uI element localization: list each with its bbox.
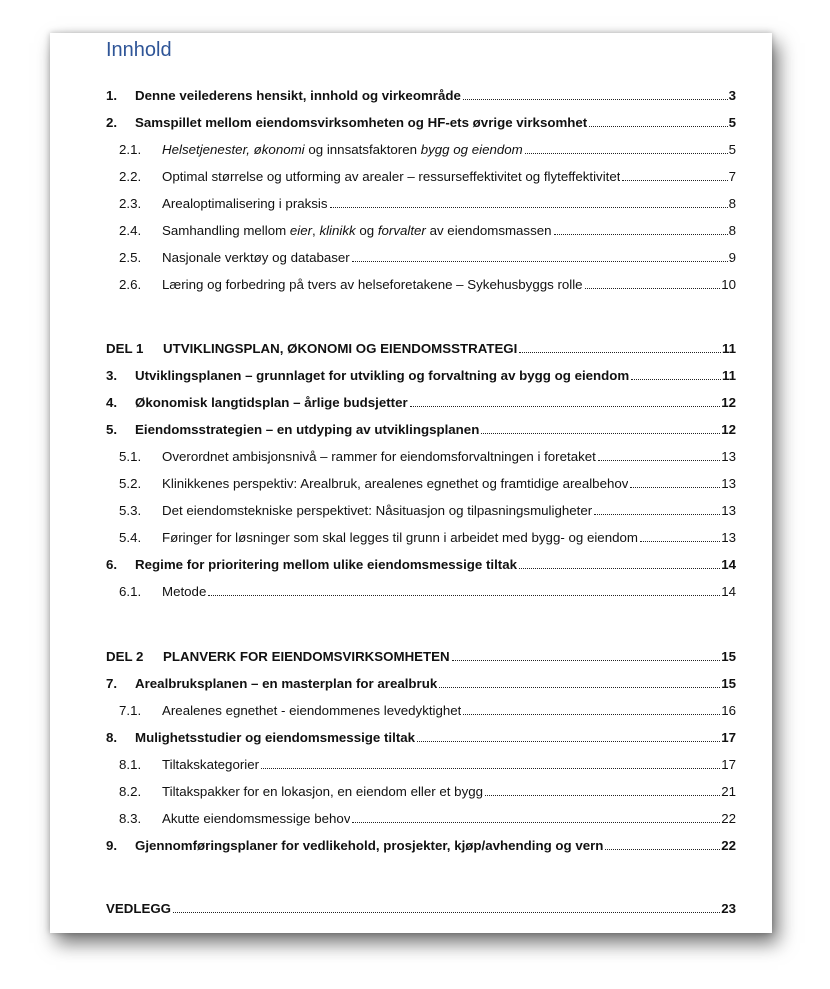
- toc-entry-title: Utviklingsplanen – grunnlaget for utvikling og forvaltning av bygg og eiendom: [135, 368, 630, 383]
- toc-entry-title: Arealenes egnethet - eiendommenes levedyktighet: [162, 703, 462, 718]
- dot-leader: [330, 207, 728, 208]
- toc-entry-title: Samspillet mellom eiendomsvirksomheten og HF-ets øvrige virksomhet: [135, 115, 588, 130]
- toc-entry-page: 21: [721, 784, 736, 799]
- dot-leader: [173, 912, 720, 913]
- toc-entry-page: 11: [721, 341, 736, 356]
- toc-entry-title: Klinikkenes perspektiv: Arealbruk, arealenes egnethet og framtidige arealbehov: [162, 476, 629, 491]
- toc-heading: Innhold: [106, 39, 172, 61]
- dot-leader: [630, 487, 720, 488]
- toc-entry-page: 13: [721, 476, 736, 491]
- toc-entry-title: PLANVERK FOR EIENDOMSVIRKSOMHETEN: [163, 649, 450, 664]
- toc-entry-page: 13: [721, 503, 736, 518]
- dot-leader: [605, 849, 720, 850]
- toc-entry-number: 5.1.: [119, 449, 142, 464]
- dot-leader: [352, 822, 720, 823]
- toc-entry-page: 23: [721, 901, 736, 916]
- dot-leader: [631, 379, 721, 380]
- toc-entry[interactable]: [106, 220, 736, 238]
- toc-entry-number: 5.2.: [119, 476, 142, 491]
- toc-entry-page: 22: [721, 838, 736, 853]
- toc-entry[interactable]: [106, 554, 736, 572]
- toc-entry-title: Mulighetsstudier og eiendomsmessige tiltak: [135, 730, 416, 745]
- toc-entry-page: 7: [728, 169, 736, 184]
- toc-entry[interactable]: [106, 754, 736, 772]
- toc-entry-page: 11: [721, 368, 736, 383]
- toc-entry-page: 17: [721, 730, 736, 745]
- toc-entry-title: UTVIKLINGSPLAN, ØKONOMI OG EIENDOMSSTRATEGI: [163, 341, 518, 356]
- dot-leader: [585, 288, 721, 289]
- toc-entry-title: Denne veilederens hensikt, innhold og virkeområde: [135, 88, 461, 103]
- toc-entry[interactable]: [106, 500, 736, 518]
- toc-entry-number: 1.: [106, 88, 118, 103]
- dot-leader: [352, 261, 728, 262]
- toc-entry[interactable]: [106, 392, 736, 410]
- document-page: [50, 33, 772, 933]
- toc-part-entry[interactable]: [106, 646, 736, 664]
- toc-entry-page: 5: [728, 142, 736, 157]
- toc-entry-page: 8: [728, 223, 736, 238]
- toc-entry-number: 2.5.: [119, 250, 142, 265]
- toc-entry-page: 9: [728, 250, 736, 265]
- toc-entry[interactable]: [106, 274, 736, 292]
- toc-entry-title: Tiltakskategorier: [162, 757, 260, 772]
- toc-entry-title: Gjennomføringsplaner for vedlikehold, prosjekter, kjøp/avhending og vern: [135, 838, 604, 853]
- toc-entry-page: 12: [721, 395, 736, 410]
- toc-entry-page: 15: [721, 649, 736, 664]
- toc-entry-number: 9.: [106, 838, 118, 853]
- dot-leader: [519, 352, 721, 353]
- toc-entry-page: 17: [721, 757, 736, 772]
- dot-leader: [417, 741, 720, 742]
- toc-entry-page: 8: [728, 196, 736, 211]
- toc-entry-page: 16: [721, 703, 736, 718]
- dot-leader: [554, 234, 728, 235]
- toc-part-entry[interactable]: [106, 338, 736, 356]
- toc-entry-title: Det eiendomstekniske perspektivet: Nåsituasjon og tilpasningsmuligheter: [162, 503, 593, 518]
- toc-entry[interactable]: [106, 365, 736, 383]
- toc-appendix-entry[interactable]: [106, 898, 736, 916]
- toc-entry-number: 2.: [106, 115, 118, 130]
- toc-entry-page: 5: [728, 115, 736, 130]
- toc-entry-page: 15: [721, 676, 736, 691]
- toc-entry[interactable]: [106, 247, 736, 265]
- toc-entry-number: 5.4.: [119, 530, 142, 545]
- toc-entry[interactable]: [106, 193, 736, 211]
- toc-entry[interactable]: [106, 673, 736, 691]
- toc-entry[interactable]: [106, 781, 736, 799]
- toc-entry[interactable]: [106, 139, 736, 157]
- toc-entry-title: Optimal størrelse og utforming av arealer – ressurseffektivitet og flyteffektivitet: [162, 169, 621, 184]
- toc-entry-page: 14: [721, 557, 736, 572]
- toc-entry-title: Helsetjenester, økonomi og innsatsfaktoren bygg og eiendom: [162, 142, 523, 157]
- dot-leader: [519, 568, 720, 569]
- toc-entry-page: 3: [728, 88, 736, 103]
- dot-leader: [463, 714, 720, 715]
- dot-leader: [261, 768, 720, 769]
- toc-entry-title: Tiltakspakker for en lokasjon, en eiendom eller et bygg: [162, 784, 484, 799]
- toc-entry-page: 13: [721, 530, 736, 545]
- toc-entry-number: DEL 1: [106, 341, 144, 356]
- toc-entry-number: 8.3.: [119, 811, 142, 826]
- toc-entry-number: 6.: [106, 557, 118, 572]
- toc-entry-number: DEL 2: [106, 649, 144, 664]
- toc-entry-number: 7.: [106, 676, 118, 691]
- toc-entry-title: Økonomisk langtidsplan – årlige budsjetter: [135, 395, 408, 410]
- toc-entry[interactable]: [106, 700, 736, 718]
- toc-entry-number: 2.4.: [119, 223, 142, 238]
- toc-entry-page: 13: [721, 449, 736, 464]
- toc-entry-number: 2.1.: [119, 142, 142, 157]
- toc-entry-number: 6.1.: [119, 584, 142, 599]
- toc-entry[interactable]: [106, 446, 736, 464]
- toc-entry-title: Regime for prioritering mellom ulike eiendomsmessige tiltak: [135, 557, 518, 572]
- toc-entry[interactable]: [106, 166, 736, 184]
- toc-entry[interactable]: [106, 835, 736, 853]
- dot-leader: [525, 153, 728, 154]
- toc-entry-title: Eiendomsstrategien – en utdyping av utviklingsplanen: [135, 422, 480, 437]
- toc-entry-title: Metode: [162, 584, 207, 599]
- toc-entry-number: 2.2.: [119, 169, 142, 184]
- toc-entry-title: Overordnet ambisjonsnivå – rammer for eiendomsforvaltningen i foretaket: [162, 449, 596, 464]
- toc-entry[interactable]: [106, 85, 736, 103]
- toc-entry-number: 8.: [106, 730, 118, 745]
- toc-entry[interactable]: [106, 527, 736, 545]
- dot-leader: [594, 514, 720, 515]
- toc-entry[interactable]: [106, 808, 736, 826]
- toc-entry-title: Akutte eiendomsmessige behov: [162, 811, 351, 826]
- toc-entry-number: 3.: [106, 368, 118, 383]
- toc-entry-page: 22: [721, 811, 736, 826]
- toc-entry-number: 5.3.: [119, 503, 142, 518]
- toc-entry[interactable]: [106, 473, 736, 491]
- dot-leader: [622, 180, 727, 181]
- toc-entry-title: Arealbruksplanen – en masterplan for arealbruk: [135, 676, 438, 691]
- toc-entry-title: VEDLEGG: [106, 901, 172, 916]
- toc-entry-number: 7.1.: [119, 703, 142, 718]
- toc-entry-number: 8.1.: [119, 757, 142, 772]
- dot-leader: [598, 460, 720, 461]
- toc-entry-title: Nasjonale verktøy og databaser: [162, 250, 350, 265]
- toc-entry-page: 10: [721, 277, 736, 292]
- toc-entry[interactable]: [106, 581, 736, 599]
- toc-entry-number: 2.3.: [119, 196, 142, 211]
- toc-entry-number: 5.: [106, 422, 118, 437]
- dot-leader: [208, 595, 720, 596]
- toc-entry-number: 2.6.: [119, 277, 142, 292]
- toc-entry-number: 8.2.: [119, 784, 142, 799]
- dot-leader: [589, 126, 727, 127]
- toc-entry-page: 12: [721, 422, 736, 437]
- dot-leader: [463, 99, 728, 100]
- toc-entry[interactable]: [106, 112, 736, 130]
- dot-leader: [640, 541, 720, 542]
- dot-leader: [439, 687, 720, 688]
- toc-entry-title: Læring og forbedring på tvers av helseforetakene – Sykehusbyggs rolle: [162, 277, 583, 292]
- dot-leader: [481, 433, 720, 434]
- toc-entry[interactable]: [106, 419, 736, 437]
- toc-entry-page: 14: [721, 584, 736, 599]
- toc-entry-number: 4.: [106, 395, 118, 410]
- dot-leader: [410, 406, 721, 407]
- toc-entry-title: Arealoptimalisering i praksis: [162, 196, 328, 211]
- dot-leader: [452, 660, 721, 661]
- toc-entry-title: Samhandling mellom eier, klinikk og forvalter av eiendomsmassen: [162, 223, 552, 238]
- toc-entry[interactable]: [106, 727, 736, 745]
- toc-entry-title: Føringer for løsninger som skal legges til grunn i arbeidet med bygg- og eiendom: [162, 530, 638, 545]
- dot-leader: [485, 795, 720, 796]
